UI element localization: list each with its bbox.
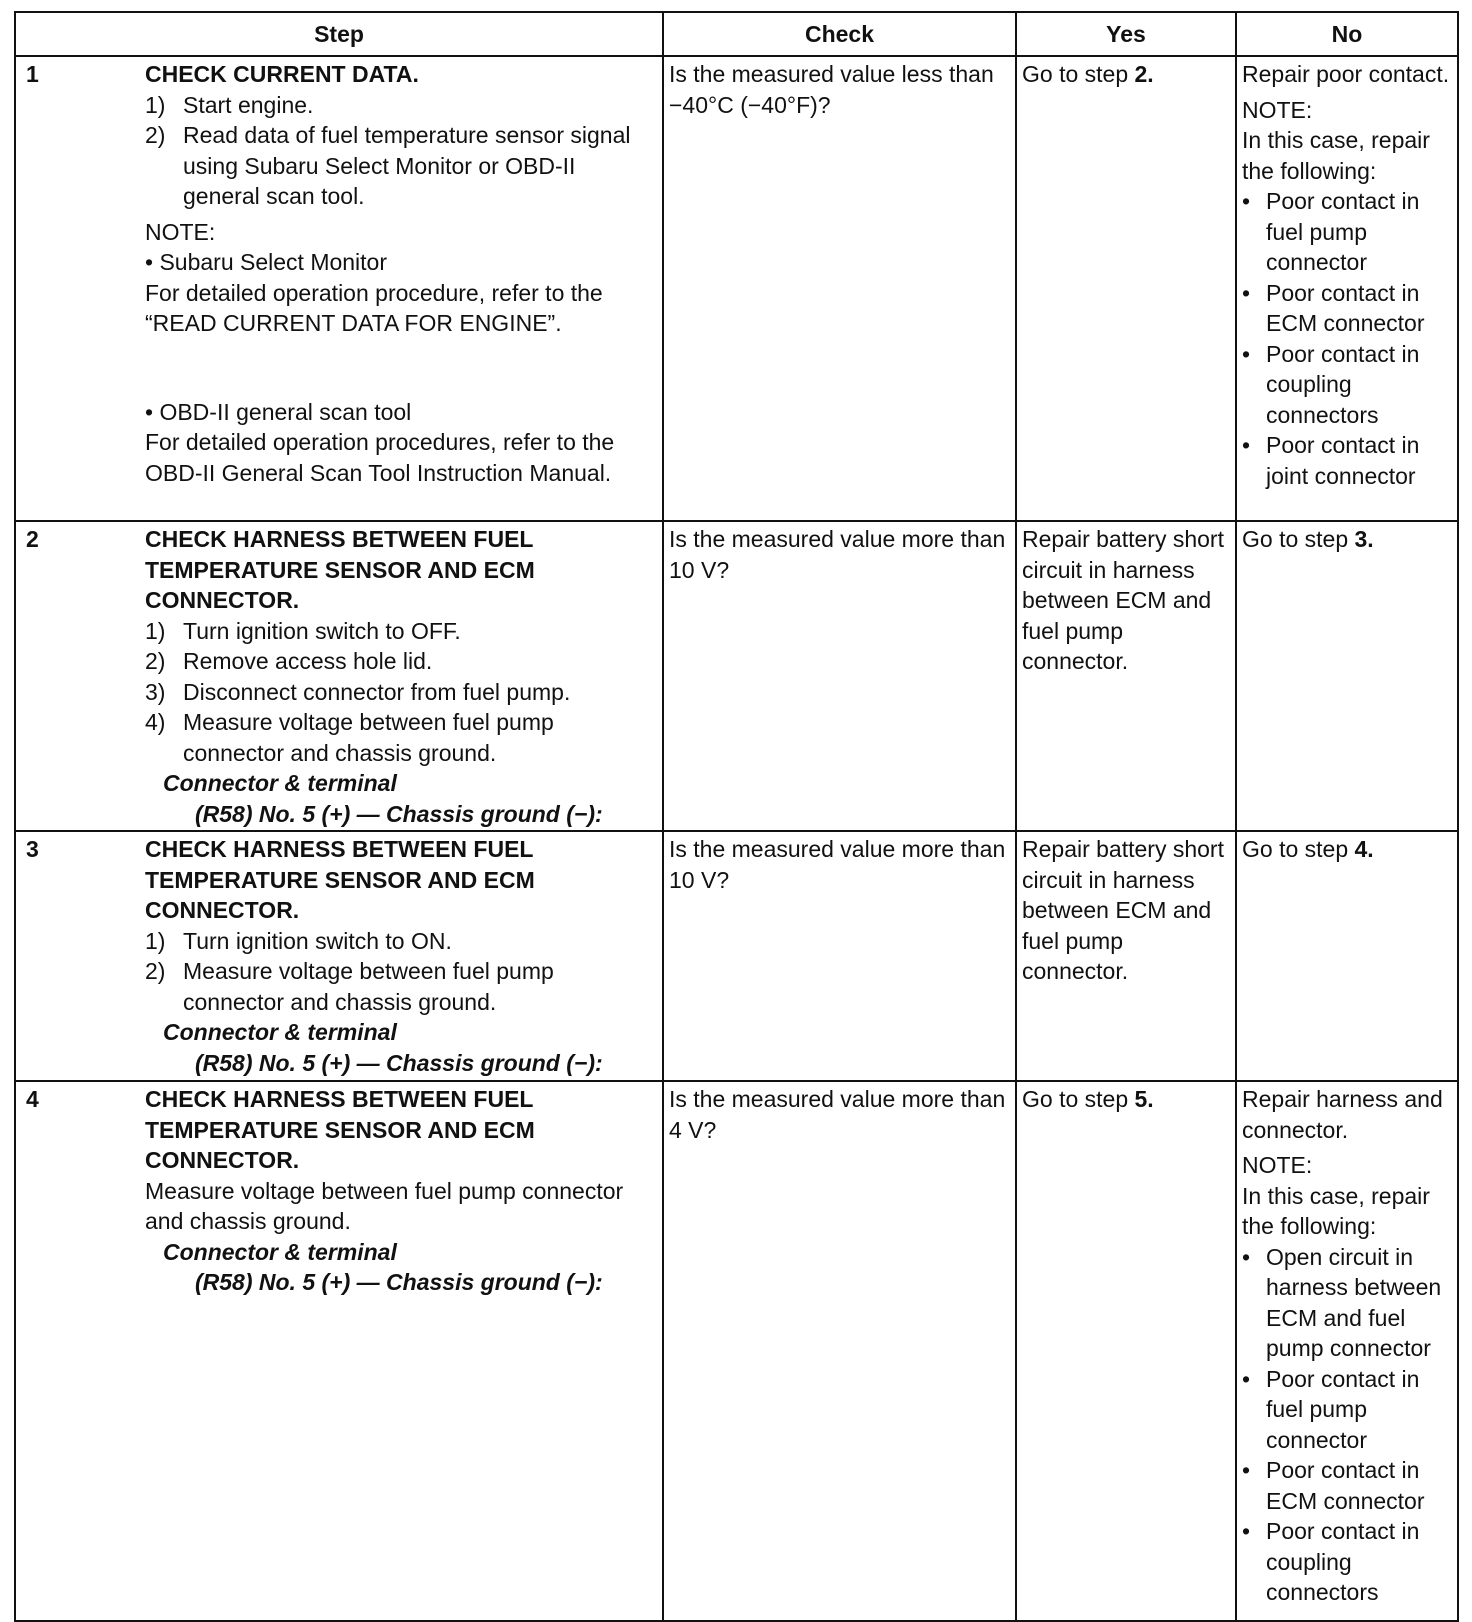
connector-value: (R58) No. 5 (+) — Chassis ground (−):: [195, 1049, 603, 1076]
no-step-link: 4.: [1354, 836, 1374, 862]
list-item-number: 3): [145, 678, 166, 705]
step-number: 3: [26, 836, 39, 862]
connector-value: (R58) No. 5 (+) — Chassis ground (−):: [195, 800, 603, 827]
list-item: [145, 707, 649, 768]
connector-label: Connector & terminal: [163, 1019, 397, 1045]
header-no: No: [1236, 12, 1458, 56]
yes-step-link: 2.: [1134, 61, 1154, 87]
bullet-text: Poor contact in ECM connector: [1266, 1457, 1425, 1514]
step-number: 4: [26, 1086, 39, 1112]
note-label: NOTE:: [145, 218, 216, 245]
table-row: [15, 1081, 1458, 1621]
no-cell: [1236, 521, 1458, 831]
no-text: Go to step: [1242, 836, 1355, 862]
list-item-text: Measure voltage between fuel pump connector and chassis ground.: [183, 958, 554, 1015]
check-cell: Is the measured value more than 10 V?: [663, 521, 1016, 831]
bullet-item: • Poor contact in coupling connectors: [1242, 339, 1452, 431]
no-step-link: 3.: [1354, 526, 1374, 552]
table-row: [15, 521, 1458, 831]
header-step: Step: [15, 12, 663, 56]
header-yes: Yes: [1016, 12, 1236, 56]
no-text: Repair poor contact.: [1242, 61, 1450, 87]
no-cell: [1236, 1081, 1458, 1621]
bullet-item: • Open circuit in harness between ECM and fuel pump connector: [1242, 1242, 1452, 1364]
bullet-text: Poor contact in coupling connectors: [1266, 1518, 1420, 1605]
list-item-text: Measure voltage between fuel pump connector and chassis ground.: [183, 709, 554, 766]
list-item: [145, 616, 649, 647]
list-item-text: Turn ignition switch to OFF.: [183, 617, 461, 644]
bullet-text: Poor contact in joint connector: [1266, 432, 1420, 489]
check-cell: Is the measured value less than −40°C (−40°F)?: [663, 56, 1016, 521]
no-note-text: In this case, repair the following:: [1242, 1182, 1430, 1239]
note-item-text: For detailed operation procedures, refer to the OBD-II General Scan Tool Instruction Manual.: [145, 429, 615, 486]
step-title: CHECK HARNESS BETWEEN FUEL TEMPERATURE SENSOR AND ECM CONNECTOR.: [145, 526, 535, 613]
step-title: CHECK CURRENT DATA.: [145, 61, 419, 87]
yes-cell: [1016, 56, 1236, 521]
table-row: [15, 56, 1458, 521]
list-item-number: 4): [145, 709, 166, 735]
list-item: [145, 646, 649, 677]
no-text: Go to step: [1242, 526, 1355, 552]
bullet-text: Poor contact in fuel pump connector: [1266, 188, 1420, 275]
step-cell: [15, 521, 663, 831]
step-procedure-list: [145, 90, 649, 212]
connector-value: (R58) No. 5 (+) — Chassis ground (−):: [195, 1269, 603, 1295]
step-number: 2: [26, 526, 39, 552]
list-item-number: 2): [145, 648, 166, 674]
bullet-text: Poor contact in fuel pump connector: [1266, 1365, 1420, 1453]
list-item-text: Read data of fuel temperature sensor signal using Subaru Select Monitor or OBD-II general scan tool.: [183, 122, 631, 209]
note-item-text: For detailed operation procedure, refer to the “READ CURRENT DATA FOR ENGINE”.: [145, 279, 603, 336]
yes-cell: Repair battery short circuit in harness between ECM and fuel pump connector.: [1016, 831, 1236, 1081]
step-title: CHECK HARNESS BETWEEN FUEL TEMPERATURE SENSOR AND ECM CONNECTOR.: [145, 836, 535, 923]
no-note-label: NOTE:: [1242, 1152, 1313, 1178]
list-item: [145, 677, 649, 708]
yes-text: Go to step: [1022, 1086, 1135, 1112]
note-item-title: • OBD-II general scan tool: [145, 398, 412, 425]
bullet-text: Poor contact in ECM connector: [1266, 279, 1425, 336]
list-item-number: 1): [145, 91, 166, 118]
bullet-item: • Poor contact in ECM connector: [1242, 278, 1452, 339]
yes-step-link: 5.: [1134, 1086, 1154, 1112]
list-item-text: Disconnect connector from fuel pump.: [183, 678, 571, 705]
header-row: [15, 12, 1458, 56]
step-procedure-list: [145, 616, 649, 769]
no-note-label: NOTE:: [1242, 96, 1313, 123]
bullet-text: Poor contact in coupling connectors: [1266, 340, 1420, 428]
yes-cell: Repair battery short circuit in harness between ECM and fuel pump connector.: [1016, 521, 1236, 831]
step-cell: [15, 831, 663, 1081]
step-cell: [15, 56, 663, 521]
list-item: [145, 120, 649, 212]
step-cell: [15, 1081, 663, 1621]
connector-label: Connector & terminal: [163, 770, 397, 796]
diagnostic-table: [14, 11, 1459, 1622]
list-item-number: 1): [145, 617, 166, 644]
bullet-item: • Poor contact in fuel pump connector: [1242, 186, 1452, 278]
bullet-item: • Poor contact in fuel pump connector: [1242, 1364, 1452, 1456]
bullet-item: • Poor contact in coupling connectors: [1242, 1516, 1452, 1608]
list-item-number: 2): [145, 122, 166, 148]
list-item-text: Remove access hole lid.: [183, 648, 433, 674]
connector-label: Connector & terminal: [163, 1238, 397, 1265]
step-instruction: Measure voltage between fuel pump connector and chassis ground.: [145, 1177, 624, 1234]
list-item-text: Start engine.: [183, 91, 314, 118]
bullet-item: • Poor contact in ECM connector: [1242, 1455, 1452, 1516]
check-cell: Is the measured value more than 10 V?: [663, 831, 1016, 1081]
no-cell: [1236, 831, 1458, 1081]
list-item-number: 2): [145, 958, 166, 984]
table-row: [15, 831, 1458, 1081]
list-item: [145, 956, 649, 1017]
list-item: [145, 90, 649, 121]
note-item-title: • Subaru Select Monitor: [145, 249, 388, 275]
step-title: CHECK HARNESS BETWEEN FUEL TEMPERATURE SENSOR AND ECM CONNECTOR.: [145, 1086, 535, 1173]
no-cell: [1236, 56, 1458, 521]
bullet-text: Open circuit in harness between ECM and fuel pump connector: [1266, 1243, 1442, 1361]
yes-cell: [1016, 1081, 1236, 1621]
check-cell: Is the measured value more than 4 V?: [663, 1081, 1016, 1621]
no-note-text: In this case, repair the following:: [1242, 127, 1430, 184]
list-item-text: Turn ignition switch to ON.: [183, 927, 452, 954]
yes-text: Go to step: [1022, 61, 1135, 87]
no-text: Repair harness and connector.: [1242, 1086, 1443, 1143]
list-item-number: 1): [145, 927, 166, 954]
bullet-item: • Poor contact in joint connector: [1242, 430, 1452, 491]
list-item: [145, 926, 649, 957]
step-procedure-list: [145, 926, 649, 1018]
header-check: Check: [663, 12, 1016, 56]
step-number: 1: [26, 61, 39, 87]
